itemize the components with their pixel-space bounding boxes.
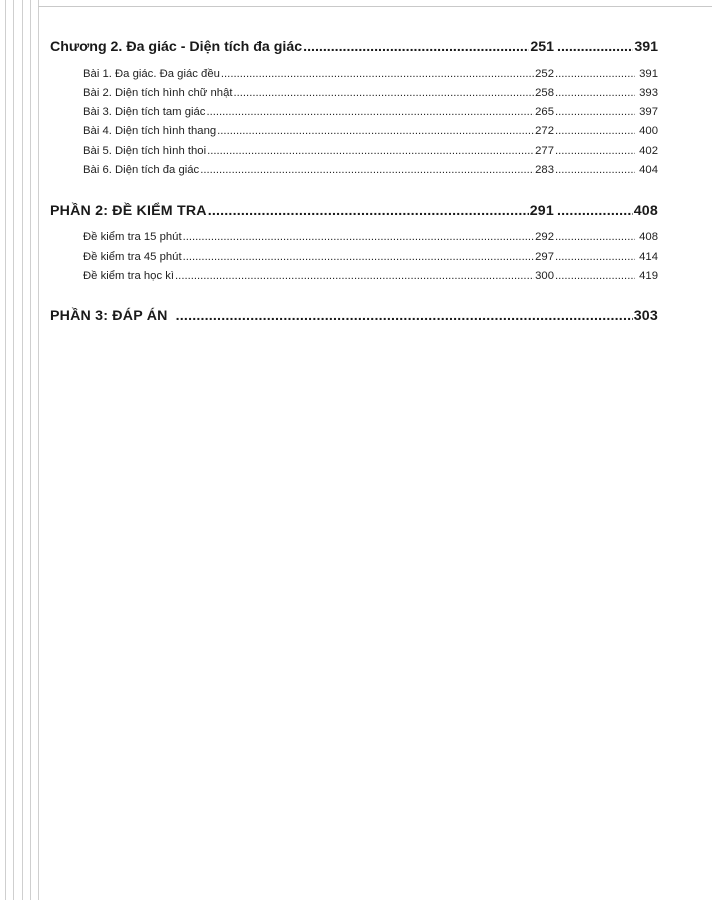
test-page: 300 — [535, 270, 554, 282]
test-title: Đề kiểm tra 45 phút — [83, 251, 182, 263]
lesson-title: Bài 3. Diện tích tam giác — [83, 106, 206, 118]
lesson-page: 272 — [535, 125, 554, 137]
test-title: Đề kiểm tra học kì — [83, 270, 175, 282]
lesson-answer-page: 400 — [639, 125, 658, 137]
lesson-title: Bài 2. Diện tích hình chữ nhật — [83, 87, 233, 99]
lesson-title: Bài 6. Diện tích đa giác — [83, 164, 200, 176]
chapter-page: 251 — [530, 39, 554, 55]
dot-leader — [207, 145, 534, 157]
test-page: 297 — [535, 251, 554, 263]
dot-leader — [555, 145, 635, 157]
test-answer-page: 414 — [639, 251, 658, 263]
part-title: PHẦN 2: ĐỀ KIỂM TRA — [50, 203, 207, 219]
dot-leader — [221, 68, 534, 80]
test-page: 292 — [535, 231, 554, 243]
test-answer-page: 408 — [639, 231, 658, 243]
lesson-answer-page: 391 — [639, 68, 658, 80]
toc-part-3[interactable] — [50, 308, 658, 324]
lesson-answer-page: 397 — [639, 106, 658, 118]
toc-lesson-row[interactable] — [83, 125, 658, 137]
part-page: 303 — [633, 308, 658, 324]
dot-leader — [557, 203, 633, 219]
lesson-title: Bài 1. Đa giác. Đa giác đều — [83, 68, 220, 80]
dot-leader — [555, 231, 635, 243]
toc-lesson-row[interactable] — [83, 68, 658, 80]
test-answer-page: 419 — [639, 270, 658, 282]
dot-leader — [555, 87, 635, 99]
toc-lesson-row[interactable] — [83, 164, 658, 176]
dot-leader — [555, 270, 635, 282]
part-title: PHẦN 3: ĐÁP ÁN — [50, 308, 168, 324]
lesson-page: 283 — [535, 164, 554, 176]
toc-chapter-2[interactable] — [50, 39, 658, 55]
lesson-page: 277 — [535, 145, 554, 157]
chapter-title: Chương 2. Đa giác - Diện tích đa giác — [50, 39, 303, 55]
dot-leader — [303, 39, 529, 55]
toc-lesson-row[interactable] — [83, 145, 658, 157]
chapter-answer-page: 391 — [634, 39, 658, 55]
dot-leader — [555, 164, 635, 176]
toc-lesson-row[interactable] — [83, 87, 658, 99]
toc-test-row[interactable] — [83, 270, 658, 282]
dot-leader — [175, 270, 534, 282]
lesson-answer-page: 404 — [639, 164, 658, 176]
dot-leader — [234, 87, 535, 99]
lesson-title: Bài 5. Diện tích hình thoi — [83, 145, 207, 157]
dot-leader — [183, 251, 535, 263]
dot-leader — [557, 39, 633, 55]
test-title: Đề kiểm tra 15 phút — [83, 231, 182, 243]
toc-lesson-row[interactable] — [83, 106, 658, 118]
dot-leader — [555, 106, 635, 118]
part-answer-page: 408 — [633, 203, 658, 219]
lesson-title: Bài 4. Diện tích hình thang — [83, 125, 217, 137]
toc-test-row[interactable] — [83, 231, 658, 243]
lesson-answer-page: 402 — [639, 145, 658, 157]
dot-leader — [176, 308, 633, 324]
lesson-page: 258 — [535, 87, 554, 99]
dot-leader — [555, 251, 635, 263]
lesson-page: 252 — [535, 68, 554, 80]
dot-leader — [555, 68, 635, 80]
toc-test-row[interactable] — [83, 251, 658, 263]
dot-leader — [555, 125, 635, 137]
dot-leader — [183, 231, 535, 243]
lesson-page: 265 — [535, 106, 554, 118]
dot-leader — [208, 203, 529, 219]
lesson-answer-page: 393 — [639, 87, 658, 99]
dot-leader — [206, 106, 534, 118]
page-top-edge — [38, 0, 712, 7]
dot-leader — [200, 164, 534, 176]
dot-leader — [217, 125, 534, 137]
toc-part-2[interactable] — [50, 203, 658, 219]
part-page: 291 — [529, 203, 554, 219]
